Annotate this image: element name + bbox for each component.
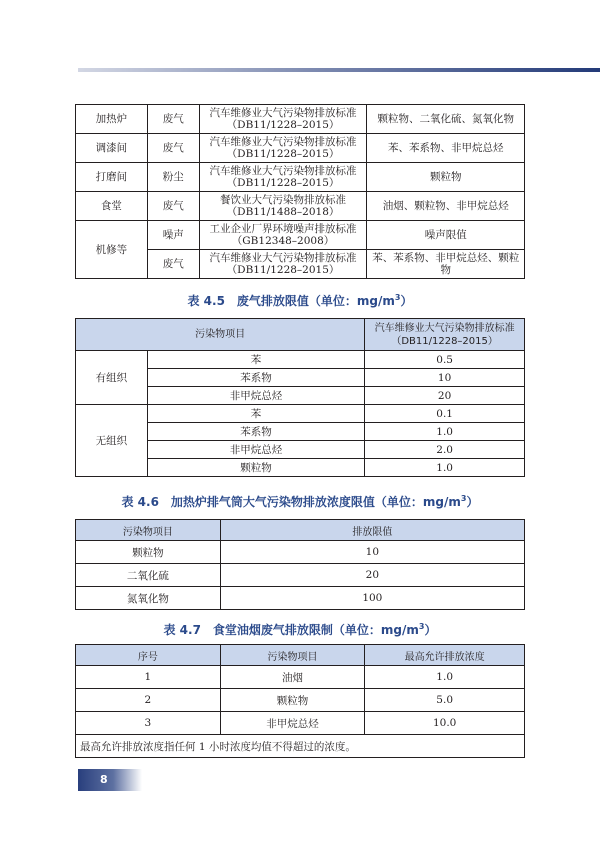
number-cell: 2: [76, 689, 221, 712]
item-cell: 非甲烷总烃: [147, 387, 364, 405]
furnace-emission-table: [75, 519, 525, 610]
table-row: [76, 351, 525, 369]
header-limit: 排放限值: [220, 520, 524, 541]
item-cell: 油烟: [220, 666, 365, 689]
pollutants-cell: 油烟、颗粒物、非甲烷总烃: [367, 192, 525, 221]
value-cell: 5.0: [365, 689, 525, 712]
value-cell: 1.0: [365, 459, 525, 477]
table-row: [76, 105, 525, 134]
item-cell: 苯: [147, 405, 364, 423]
header-number: 序号: [76, 645, 221, 666]
value-cell: 10: [220, 541, 524, 564]
value-cell: 1.0: [365, 423, 525, 441]
header-max-concentration: 最高允许排放浓度: [365, 645, 525, 666]
table-header-row: [76, 520, 525, 541]
item-cell: 非甲烷总烃: [147, 441, 364, 459]
header-pollutant: 污染物项目: [76, 520, 221, 541]
page-number: 8: [100, 773, 108, 786]
type-cell: 废气: [147, 192, 199, 221]
pollutants-cell: 颗粒物: [367, 163, 525, 192]
table-note: 最高允许排放浓度指任何 1 小时浓度均值不得超过的浓度。: [76, 735, 525, 758]
standard-cell: 餐饮业大气污染物排放标准 （DB11/1488–2018）: [199, 192, 367, 221]
table-row: [76, 689, 525, 712]
table-header-row: [76, 645, 525, 666]
table-row: [76, 221, 525, 250]
table-note-row: [76, 735, 525, 758]
item-cell: 二氧化硫: [76, 564, 221, 587]
table-header-row: [76, 319, 525, 351]
standard-cell: 工业企业厂界环境噪声排放标准 （GB12348–2008）: [199, 221, 367, 250]
table-row: [76, 163, 525, 192]
exhaust-limit-table: [75, 318, 525, 477]
type-cell: 粉尘: [147, 163, 199, 192]
page-number-bar: [78, 769, 142, 791]
pollution-source-table: [75, 104, 525, 279]
value-cell: 0.5: [365, 351, 525, 369]
pollutants-cell: 苯、苯系物、非甲烷总烃: [367, 134, 525, 163]
value-cell: 10: [365, 369, 525, 387]
table-row: [76, 587, 525, 610]
item-cell: 颗粒物: [147, 459, 364, 477]
type-cell: 废气: [147, 250, 199, 279]
table-row: [76, 134, 525, 163]
location-cell: 调漆间: [76, 134, 148, 163]
table-row: [76, 541, 525, 564]
pollutants-cell: 苯、苯系物、非甲烷总烃、颗粒物: [367, 250, 525, 279]
location-cell: 食堂: [76, 192, 148, 221]
number-cell: 3: [76, 712, 221, 735]
table-caption-4-7: 表 4.7 食堂油烟废气排放限制（单位：$mg/m^3$）: [163, 622, 437, 637]
header-pollutant: 污染物项目: [76, 319, 365, 351]
item-cell: 苯: [147, 351, 364, 369]
table-row: [76, 564, 525, 587]
value-cell: 20: [365, 387, 525, 405]
location-cell: 加热炉: [76, 105, 148, 134]
table-row: [76, 405, 525, 423]
type-cell: 噪声: [147, 221, 199, 250]
item-cell: 颗粒物: [220, 689, 365, 712]
value-cell: 20: [220, 564, 524, 587]
item-cell: 苯系物: [147, 369, 364, 387]
location-cell: 机修等: [76, 221, 148, 279]
value-cell: 100: [220, 587, 524, 610]
pollutants-cell: 颗粒物、二氧化硫、氮氧化物: [367, 105, 525, 134]
header-standard: 汽车维修业大气污染物排放标准 （DB11/1228–2015）: [365, 319, 525, 351]
value-cell: 2.0: [365, 441, 525, 459]
canteen-fume-table: [75, 644, 525, 758]
standard-cell: 汽车维修业大气污染物排放标准 （DB11/1228–2015）: [199, 105, 367, 134]
item-cell: 非甲烷总烃: [220, 712, 365, 735]
table-caption-4-6: 表 4.6 加热炉排气筒大气污染物排放浓度限值（单位：$mg/m^3$）: [121, 494, 479, 509]
header-rule: [78, 68, 600, 72]
table-row: [76, 712, 525, 735]
item-cell: 颗粒物: [76, 541, 221, 564]
value-cell: 1.0: [365, 666, 525, 689]
type-cell: 废气: [147, 105, 199, 134]
type-cell: 废气: [147, 134, 199, 163]
value-cell: 0.1: [365, 405, 525, 423]
number-cell: 1: [76, 666, 221, 689]
group-label: 无组织: [76, 405, 148, 477]
item-cell: 苯系物: [147, 423, 364, 441]
standard-cell: 汽车维修业大气污染物排放标准 （DB11/1228–2015）: [199, 250, 367, 279]
group-label: 有组织: [76, 351, 148, 405]
item-cell: 氮氧化物: [76, 587, 221, 610]
standard-cell: 汽车维修业大气污染物排放标准 （DB11/1228–2015）: [199, 134, 367, 163]
location-cell: 打磨间: [76, 163, 148, 192]
header-pollutant: 污染物项目: [220, 645, 365, 666]
value-cell: 10.0: [365, 712, 525, 735]
table-row: [76, 192, 525, 221]
pollutants-cell: 噪声限值: [367, 221, 525, 250]
standard-cell: 汽车维修业大气污染物排放标准 （DB11/1228–2015）: [199, 163, 367, 192]
table-row: [76, 666, 525, 689]
table-caption-4-5: 表 4.5 废气排放限值（单位：$mg/m^3$）: [187, 293, 413, 308]
